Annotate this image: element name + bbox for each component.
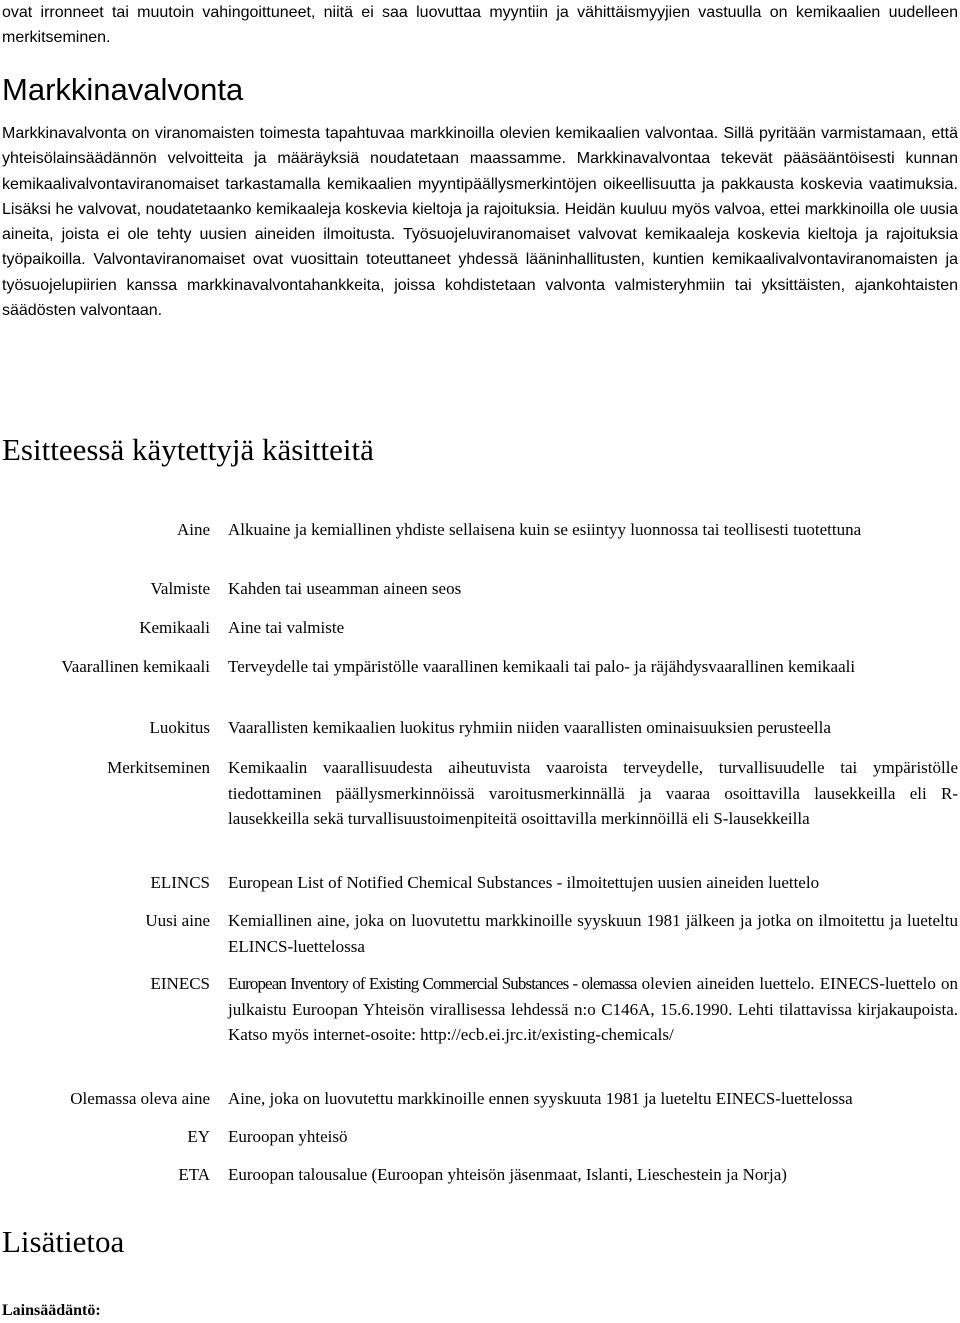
terms-list — [0, 517, 960, 1200]
term-definition: Kahden tai useamman aineen seos — [228, 579, 462, 598]
term-name: Merkitseminen — [107, 758, 210, 777]
term-name: ETA — [178, 1165, 210, 1184]
term-row — [0, 576, 960, 615]
term-definition: Alkuaine ja kemiallinen yhdiste sellaisena kuin se esiintyy luonnossa tai teollisesti tuotettuna — [228, 520, 862, 539]
term-name: Aine — [176, 520, 210, 539]
term-name: EY — [187, 1127, 210, 1146]
term-row — [0, 517, 960, 576]
term-row — [0, 715, 960, 755]
legislation-label: Lainsäädäntö: — [2, 1302, 101, 1319]
term-name: EINECS — [150, 974, 210, 993]
term-definition-rest: olevien aineiden luettelo. EINECS-luettelo on julkaistu Euroopan Yhteisön virallisessa lehdessä n:o C146A, 15.6.1990. Lehti tilattavissa kirjakaupoista. Katso myös internet-osoite: http://ecb.ei.jrc.it/existing-chemicals/ — [228, 974, 958, 1044]
section-heading-terms: Esitteessä käytettyjä käsitteitä — [2, 432, 374, 467]
term-definition-condensed: European Inventory of Existing Commercial Substances - olemassa — [228, 974, 637, 993]
term-name: Valmiste — [150, 579, 210, 598]
term-row — [0, 870, 960, 908]
term-definition: Kemiallinen aine, joka on luovutettu markkinoille syyskuun 1981 jälkeen ja jotka on ilmoitettu ja lueteltu ELINCS-luettelossa — [228, 911, 958, 956]
term-row — [0, 971, 960, 1086]
term-name: Kemikaali — [139, 618, 210, 637]
term-definition: Euroopan yhteisö — [228, 1127, 348, 1146]
section-heading-markkinavalvonta: Markkinavalvonta — [2, 72, 244, 107]
term-definition: Terveydelle tai ympäristölle vaarallinen kemikaali tai palo- ja räjähdysvaarallinen kemikaali — [228, 657, 856, 676]
term-name: Olemassa oleva aine — [70, 1089, 210, 1108]
term-name: Vaarallinen kemikaali — [61, 657, 210, 676]
term-name: ELINCS — [150, 873, 210, 892]
term-name: Uusi aine — [145, 911, 210, 930]
term-definition: Vaarallisten kemikaalien luokitus ryhmiin niiden vaarallisten ominaisuuksien perusteella — [228, 718, 831, 737]
term-definition: Euroopan talousalue (Euroopan yhteisön jäsenmaat, Islanti, Lieschestein ja Norja) — [228, 1165, 787, 1184]
term-definition: European List of Notified Chemical Substances - ilmoitettujen uusien aineiden luettelo — [228, 873, 820, 892]
term-row — [0, 908, 960, 971]
term-definition — [228, 971, 958, 1048]
term-row — [0, 755, 960, 870]
term-definition: Aine, joka on luovutettu markkinoille ennen syyskuuta 1981 ja lueteltu EINECS-luettelossa — [228, 1089, 853, 1108]
term-definition: Aine tai valmiste — [228, 618, 345, 637]
term-row — [0, 1124, 960, 1162]
term-row — [0, 654, 960, 715]
section-heading-more-info: Lisätietoa — [2, 1224, 125, 1259]
markkinavalvonta-paragraph: Markkinavalvonta on viranomaisten toimesta tapahtuvaa markkinoilla olevien kemikaalien valvontaa. Sillä pyritään varmistamaan, että yhteisölainsäädännön velvoitteita ja määräyksiä noudatetaan maassamme. Markkinavalvontaa tekevät pääsääntöisesti kunnan kemikaalivalvontaviranomaiset tarkastamalla kemikaalien myyntipäällysmerkintöjen oikeellisuutta ja pakkausta koskevia vaatimuksia. Lisäksi he valvovat, noudatetaanko kemikaaleja koskevia kieltoja ja rajoituksia. Heidän kuuluu myös valvoa, ettei markkinoilla ole uusia aineita, joista ei ole tehty uusien aineiden ilmoitusta. Työsuojeluviranomaiset valvovat kemikaaleja koskevia kieltoja ja rajoituksia työpaikoilla. Valvontaviranomaiset ovat vuosittain toteuttaneet yhdessä lääninhallitusten, kuntien kemikaalivalvontaviranomaisten ja työsuojelupiirien kanssa markkinavalvontahankkeita, joissa kohdistetaan valvonta valmisteryhmiin tai yksittäisten, ajankohtaisten säädösten valvontaan. — [2, 125, 958, 320]
term-name: Luokitus — [149, 718, 210, 737]
term-row — [0, 1086, 960, 1124]
term-row — [0, 1162, 960, 1200]
term-row — [0, 615, 960, 654]
intro-paragraph: ovat irronneet tai muutoin vahingoittuneet, niitä ei saa luovuttaa myyntiin ja vähittäismyyjien vastuulla on kemikaalien uudelleen merkitseminen. — [2, 4, 958, 47]
term-definition: Kemikaalin vaarallisuudesta aiheutuvista vaaroista terveydelle, turvallisuudelle tai ympäristölle tiedottaminen päällysmerkinnöissä varoitusmerkinnällä ja vaaraa osoittavilla lausekkeilla eli R-lausekkeilla sekä turvallisuustoimenpiteitä osoittavilla merkinnöillä eli S-lausekkeilla — [228, 758, 958, 828]
